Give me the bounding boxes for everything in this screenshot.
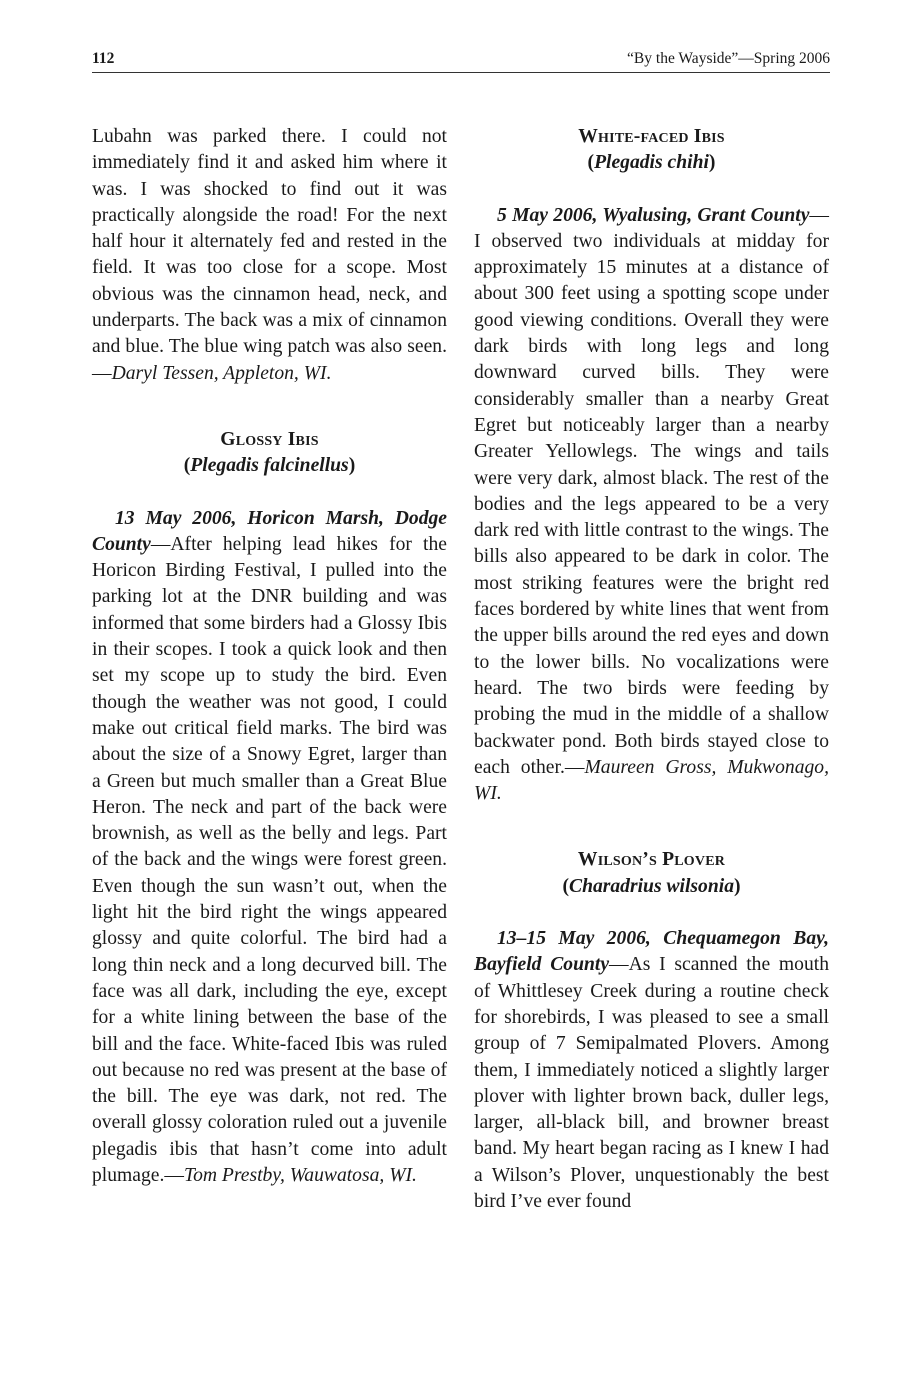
glossy-ibis-lead: 13 May 2006, Horicon Marsh, Dodge County: [92, 507, 447, 555]
wilsons-plover-body: —As I scanned the mouth of Whittlesey Creek during a routine check for shorebirds, I was pleased to see a small group of 7 Semipalmated Plovers. Among them, I immediately noticed a slightly larger plover with lighter brown back, duller legs, larger, all-black bill, and browner breast band. My heart began racing as I knew I had a Wilson’s Plover, unquestionably the best bird I’ve ever found: [474, 954, 829, 1212]
white-faced-ibis-scientific: (Plegadis chihi): [587, 152, 716, 174]
wilsons-plover-heading: [474, 847, 829, 873]
right-column: [474, 124, 829, 1215]
glossy-ibis-scientific: (Plegadis falcinellus): [183, 455, 356, 477]
white-faced-ibis-signature: Maureen Gross, Mukwonago, WI.: [474, 756, 829, 805]
wilsons-plover-scientific: (Charadrius wilsonia): [562, 875, 741, 897]
white-faced-ibis-body: —I observed two individuals at midday for approximately 15 minutes at a distance of about 300 feet using a spotting scope under good viewing conditions. Overall they were dark birds with long legs and long downward curved bills. They were considerably smaller than a nearby Great Egret but noticeably larger than a nearby Greater Yellowlegs. The wings and tails were very dark, almost black. The rest of the bodies and the legs appeared to be a very dark red with little contrast to the wings. The bills also appeared to be dark in color. The most striking features were the bright red faces bordered by white lines that went from the upper bills around the red eyes and down to the lower bills. No vocalizations were heard. The two birds were feeding by probing the mud in the middle of a shallow backwater pond. Both birds stayed close to each other.—: [474, 204, 829, 778]
wilsons-plover-scientific-name: Charadrius wilsonia: [569, 875, 734, 897]
running-title: “By the Wayside”—Spring 2006: [627, 50, 830, 67]
continued-signature: Daryl Tessen, Appleton, WI.: [111, 362, 332, 384]
white-faced-ibis-lead: 5 May 2006, Wyalusing, Grant County: [497, 204, 810, 226]
white-faced-ibis-heading: [474, 124, 829, 150]
page-number: 112: [92, 50, 115, 67]
wilsons-plover-account: [474, 926, 829, 1215]
wilsons-plover-common-name: Wilson’s Plover: [577, 849, 726, 871]
glossy-ibis-heading: [92, 427, 447, 453]
glossy-ibis-common-name: Glossy Ibis: [220, 428, 319, 450]
glossy-ibis-scientific-name: Plegadis falcinellus: [190, 455, 349, 477]
left-column: [92, 124, 447, 1189]
glossy-ibis-signature: Tom Prestby, Wauwatosa, WI.: [183, 1164, 417, 1186]
glossy-ibis-account: [92, 506, 447, 1190]
page-header: [92, 50, 830, 73]
wilsons-plover-lead: 13–15 May 2006, Chequamegon Bay, Bayfield County: [474, 928, 829, 976]
white-faced-ibis-scientific-name: Plegadis chihi: [594, 152, 709, 174]
continued-text: Lubahn was parked there. I could not immediately find it and asked him where it was. I was shocked to find out it was practically alongside the road! For the next half hour it alternately fed and rested in the field. It was too close for a scope. Most obvious was the cinnamon head, neck, and underparts. The back was a mix of cinnamon and blue. The blue wing patch was also seen.—: [92, 126, 447, 384]
glossy-ibis-body: —After helping lead hikes for the Horicon Birding Festival, I pulled into the parking lot at the DNR building and was informed that some birders had a Glossy Ibis in their scopes. I took a quick look and then set my scope up to study the bird. Even though the weather was not good, I could make out critical field marks. The bird was about the size of a Snowy Egret, larger than a Green but much smaller than a Great Blue Heron. The neck and part of the back were brownish, as well as the belly and legs. Part of the back and the wings were forest green. Even though the sun wasn’t out, when the light hit the bird right the wings appeared glossy and quite colorful. The bird had a long thin neck and a long decurved bill. The face was all dark, including the eye, except for a white lining between the base of the bill and the face. White-faced Ibis was ruled out because no red was present at the base of the bill. The eye was dark, not red. The overall glossy coloration ruled out a juvenile plegadis ibis that hasn’t come into adult plumage.—: [92, 533, 447, 1186]
white-faced-ibis-common-name: White-faced Ibis: [578, 126, 725, 147]
white-faced-ibis-account: [474, 203, 829, 808]
continued-paragraph: [92, 124, 447, 387]
